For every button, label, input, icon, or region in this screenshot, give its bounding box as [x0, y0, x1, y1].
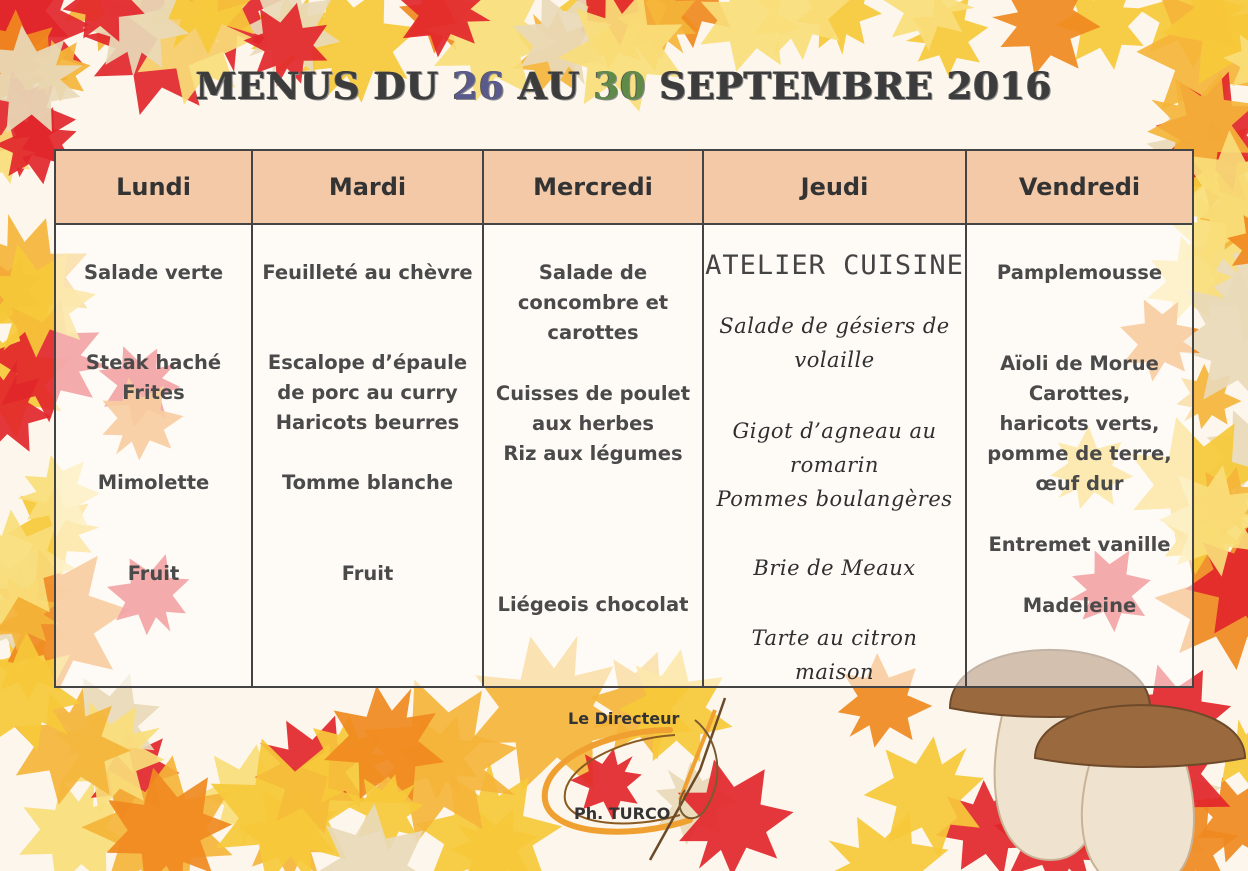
- menu-item: Fruit: [341, 562, 394, 585]
- end-day: 30: [593, 64, 647, 108]
- menu-item: Aïoli de Morue Carottes, haricots verts, pomme de terre, œuf dur: [987, 352, 1172, 495]
- day-header-vendredi: Vendredi: [966, 150, 1193, 224]
- menu-item: Mimolette: [97, 471, 210, 494]
- menu-table: [54, 149, 1194, 688]
- menu-item: Salade de concombre et carottes: [517, 261, 669, 344]
- menu-cell-mardi: [252, 224, 483, 687]
- menu-item: Fruit: [127, 562, 180, 585]
- menu-row: [55, 224, 1193, 687]
- menu-cell-jeudi: [703, 224, 966, 687]
- menu-item: Entremet vanille: [988, 533, 1171, 556]
- menu-item: Cuisses de poulet aux herbes Riz aux légumes: [495, 382, 691, 465]
- menu-item: Tomme blanche: [281, 471, 454, 494]
- start-day: 26: [452, 64, 505, 108]
- menu-item: Liégeois chocolat: [497, 593, 689, 616]
- menu-cell-mercredi: [483, 224, 703, 687]
- menu-item: Gigot d’agneau au romarin Pommes boulangères: [716, 419, 953, 511]
- day-header-jeudi: Jeudi: [703, 150, 966, 224]
- header-row: [55, 150, 1193, 224]
- menu-item: Salade de gésiers de volaille: [719, 314, 950, 372]
- menu-item: Madeleine: [1022, 594, 1137, 617]
- menu-item: Pamplemousse: [996, 261, 1163, 284]
- menu-item: Steak haché Frites: [85, 351, 222, 404]
- page-title: MENUS DU 26 AU 30 SEPTEMBRE 2016: [195, 64, 1053, 108]
- menu-item: Salade verte: [83, 261, 224, 284]
- menu-item: Escalope d’épaule de porc au curry Haricots beurres: [267, 351, 468, 434]
- day-header-lundi: Lundi: [55, 150, 252, 224]
- day-header-mardi: Mardi: [252, 150, 483, 224]
- signature-name: Ph. TURCO: [574, 804, 671, 823]
- atelier-cuisine-label: ATELIER CUISINE: [705, 250, 964, 281]
- day-header-mercredi: Mercredi: [483, 150, 703, 224]
- menu-cell-vendredi: [966, 224, 1193, 687]
- signature-role: Le Directeur: [568, 709, 680, 728]
- menu-item: Tarte au citron maison: [751, 626, 918, 684]
- menu-item: Feuilleté au chèvre: [262, 261, 473, 284]
- menu-cell-lundi: [55, 224, 252, 687]
- menu-item: Brie de Meaux: [753, 556, 916, 580]
